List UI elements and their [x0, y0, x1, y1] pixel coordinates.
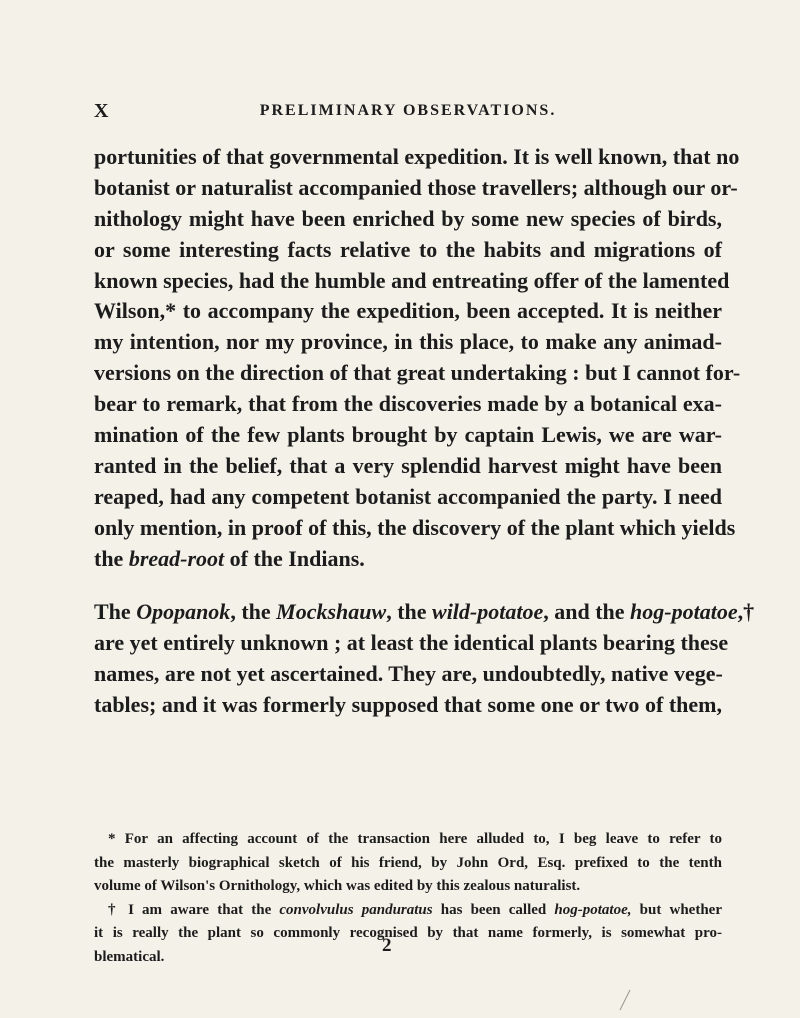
footnote-line: the masterly biographical sketch of his friend, by John Ord, Esq. prefixed to the tenth [94, 854, 722, 871]
footnote-text-run: but whether [631, 901, 722, 918]
footnote-line: it is really the plant so commonly recognised by that name formerly, is somewhat pro- [94, 925, 722, 941]
body-line: Wilson,* to accompany the expedition, been accepted. It is neither [94, 298, 722, 324]
page-header [94, 100, 722, 124]
body-line: botanist or naturalist accompanied those travellers; although our or- [94, 174, 738, 200]
body-line [94, 597, 755, 628]
italic-term-opopanok: Opopanok [136, 599, 231, 625]
page-number: X [94, 100, 110, 122]
italic-term-mockshauw: Mockshauw [276, 599, 387, 625]
body-text-run: of the Indians. [224, 545, 365, 571]
italic-term-hog-potatoe: hog-potatoe, [554, 901, 632, 918]
footnote-line: blematical. [94, 948, 165, 965]
body-line: known species, had the humble and entreating offer of the lamented [94, 267, 730, 293]
body-line: reaped, had any competent botanist accompanied the party. I need [94, 483, 722, 509]
body-text-run: , the [230, 599, 277, 625]
body-text [94, 142, 755, 721]
body-line: ranted in the belief, that a very splendid harvest might have been [94, 452, 722, 478]
footnote-text-run: has been called [432, 901, 555, 918]
body-line: names, are not yet ascertained. They are, undoubtedly, native vege- [94, 661, 723, 687]
body-line: my intention, nor my province, in this place, to make any animad- [94, 329, 722, 355]
italic-term-bread-root: bread-root [128, 545, 225, 571]
italic-term-hog-potatoe: hog-potatoe [630, 599, 738, 625]
body-text-run: the [94, 545, 129, 571]
body-line: only mention, in proof of this, the discovery of the plant which yields [94, 514, 736, 540]
footnote-line: * For an affecting account of the transaction here alluded to, I beg leave to refer to [108, 831, 722, 847]
body-line: tables; and it was formerly supposed that some one or two of them, [94, 692, 722, 718]
running-head: PRELIMINARY OBSERVATIONS. [259, 102, 557, 119]
footnote-mark: ,† [737, 599, 755, 625]
body-line: are yet entirely unknown ; at least the identical plants bearing these [94, 630, 729, 656]
body-line: versions on the direction of that great undertaking : but I cannot for- [94, 360, 741, 386]
body-line [94, 544, 722, 575]
body-text-run: , and the [543, 599, 631, 625]
footnote-line: volume of Wilson's Ornithology, which was edited by this zealous naturalist. [94, 878, 581, 894]
body-line: portunities of that governmental expedition. It is well known, that no [94, 144, 740, 169]
footnote-line [94, 899, 722, 923]
paragraph-gap [94, 574, 722, 597]
italic-term-wild-potatoe: wild-potatoe [432, 599, 544, 625]
body-text-run: , the [386, 599, 433, 625]
body-line: or some interesting facts relative to the habits and migrations of [94, 236, 722, 262]
ink-mark-icon [618, 988, 634, 1012]
body-line: nithology might have been enriched by some new species of birds, [94, 205, 722, 231]
signature-mark: 2 [382, 935, 392, 956]
body-text-run: The [94, 599, 137, 625]
italic-term-convolvulus: convolvulus panduratus [279, 901, 433, 918]
body-line: mination of the few plants brought by captain Lewis, we are war- [94, 422, 722, 448]
body-line: bear to remark, that from the discoveries made by a botanical exa- [94, 391, 722, 417]
footnote-text-run: † I am aware that the [108, 901, 280, 918]
footnotes [94, 828, 722, 969]
